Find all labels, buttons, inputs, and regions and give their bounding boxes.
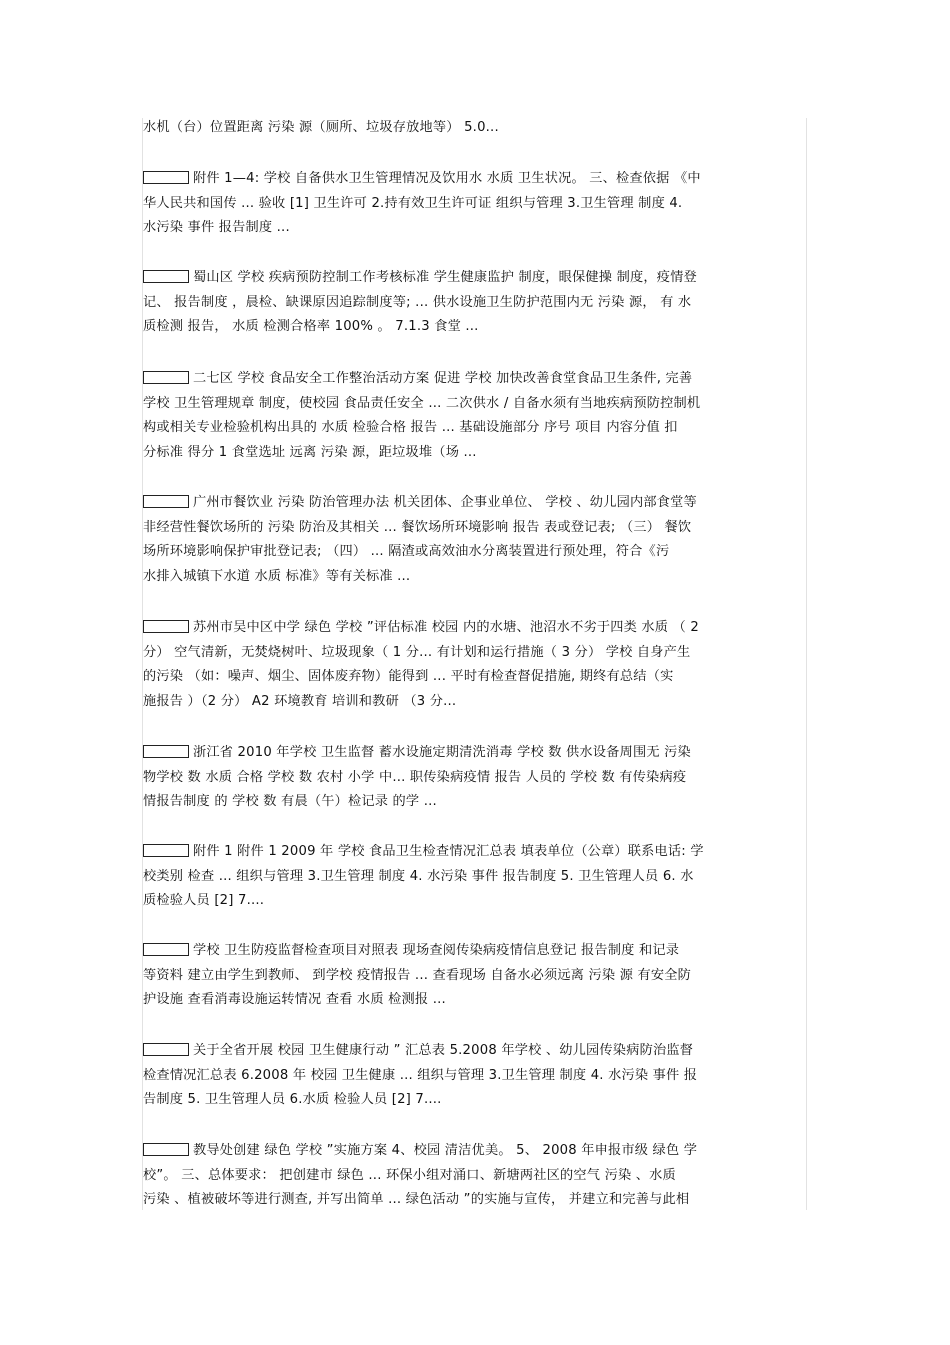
result-text-line: 校类别 检查 ... 组织与管理 3.卫生管理 制度 4. 水污染 事件 报告制度 5. 卫生管理人员 6. 水	[143, 868, 694, 884]
result-checkbox[interactable]	[143, 943, 189, 956]
search-result-7	[143, 840, 807, 914]
search-result-8	[143, 939, 807, 1013]
result-checkbox[interactable]	[143, 844, 189, 857]
result-text-line[interactable]: 附件 1—4: 学校 自备供水卫生管理情况及饮用水 水质 卫生状况。 三、检查依据 《中	[193, 171, 701, 186]
result-checkbox[interactable]	[143, 270, 189, 283]
result-text-line: 水机（台）位置距离 污染 源（厕所、垃圾存放地等） 5.0...	[143, 120, 499, 135]
search-result-1	[143, 167, 807, 241]
result-checkbox[interactable]	[143, 495, 189, 508]
search-result-6	[143, 741, 807, 815]
result-text-line[interactable]: 学校 卫生防疫监督检查项目对照表 现场查阅传染病疫情信息登记 报告制度 和记录	[193, 943, 680, 958]
result-text-line: 检查情况汇总表 6.2008 年 校园 卫生健康 ... 组织与管理 3.卫生管理 制度 4. 水污染 事件 报	[143, 1067, 698, 1083]
search-result-5	[143, 616, 807, 714]
search-result-3	[143, 367, 807, 465]
result-text-line: 物学校 数 水质 合格 学校 数 农村 小学 中... 职传染病疫情 报告 人员的 学校 数 有传染病疫	[143, 769, 687, 785]
result-text-line: 华人民共和国传 ... 验收 [1] 卫生许可 2.持有效卫生许可证 组织与管理 3.卫生管理 制度 4.	[143, 195, 683, 211]
result-text-line[interactable]: 二七区 学校 食品安全工作整治活动方案 促进 学校 加快改善食堂食品卫生条件, 完善	[193, 371, 693, 386]
result-text-line[interactable]: 关于全省开展 校园 卫生健康行动 ” 汇总表 5.2008 年学校 、幼儿园传染病防治监督	[193, 1043, 694, 1058]
result-text-line: 施报告 ）（2 分） A2 环境教育 培训和教研 （3 分...	[143, 693, 457, 709]
search-result-9	[143, 1039, 807, 1113]
result-text-line: 质检验人员 [2] 7....	[143, 893, 265, 908]
result-text-line: 情报告制度 的 学校 数 有晨（午）检记录 的学 ...	[143, 794, 437, 809]
result-checkbox[interactable]	[143, 745, 189, 758]
result-text-line: 非经营性餐饮场所的 污染 防治及其相关 ... 餐饮场所环境影响 报告 表或登记表; （三） 餐饮	[143, 519, 692, 535]
result-text-line: 水污染 事件 报告制度 ...	[143, 220, 290, 235]
result-text-line: 告制度 5. 卫生管理人员 6.水质 检验人员 [2] 7....	[143, 1092, 442, 1107]
result-text-line: 记、 报告制度 ，晨检、缺课原因追踪制度等; ... 供水设施卫生防护范围内无 污染 源， 有 水	[143, 294, 692, 310]
result-text-line: 构或相关专业检验机构出具的 水质 检验合格 报告 ... 基础设施部分 序号 项目 内容分值 扣	[143, 420, 678, 435]
result-text-line[interactable]: 教导处创建 绿色 学校 ”实施方案 4、校园 清洁优美。 5、 2008 年申报市级 绿色 学	[193, 1143, 698, 1158]
result-text-line[interactable]: 苏州市吴中区中学 绿色 学校 ”评估标准 校园 内的水塘、池沼水不劣于四类 水质 （ 2	[193, 620, 699, 635]
result-text-line: 场所环境影响保护审批登记表; （四） ... 隔渣或高效油水分离装置进行预处理，符合《污	[143, 544, 670, 559]
search-result-0	[143, 116, 807, 141]
result-text-line: 的污染 （如：噪声、烟尘、固体废弃物）能得到 ... 平时有检查督促措施, 期终有总结（实	[143, 669, 674, 684]
result-text-line: 等资料 建立由学生到教师、 到学校 疫情报告 ... 查看现场 自备水必须远离 污染 源 有安全防	[143, 967, 692, 983]
result-text-line[interactable]: 广州市餐饮业 污染 防治管理办法 机关团体、企事业单位、 学校 、幼儿园内部食堂等	[193, 495, 697, 510]
result-checkbox[interactable]	[143, 1143, 189, 1156]
result-text-line: 质检测 报告， 水质 检测合格率 100% 。 7.1.3 食堂 ...	[143, 319, 479, 334]
result-checkbox[interactable]	[143, 1043, 189, 1056]
result-text-line[interactable]: 蜀山区 学校 疾病预防控制工作考核标准 学生健康监护 制度，眼保健操 制度，疫情登	[193, 270, 697, 285]
result-text-line: 校”。 三、总体要求： 把创建市 绿色 ... 环保小组对涌口、新塘两社区的空气 污染 、水质	[143, 1167, 676, 1183]
document-page	[143, 0, 807, 1345]
result-text-line[interactable]: 附件 1 附件 1 2009 年 学校 食品卫生检查情况汇总表 填表单位（公章）联系电话: 学	[193, 844, 704, 859]
result-text-line: 学校 卫生管理规章 制度，使校园 食品责任安全 ... 二次供水 / 自备水须有当地疾病预防控制机	[143, 395, 701, 411]
result-text-line: 水排入城镇下水道 水质 标准》等有关标准 ...	[143, 568, 411, 584]
search-result-10	[143, 1139, 807, 1213]
result-text-line: 分） 空气清新，无焚烧树叶、垃圾现象（ 1 分... 有计划和运行措施（ 3 分） 学校 自身产生	[143, 644, 691, 660]
result-text-line: 污染 、植被破坏等进行测查, 并写出简单 ... 绿色活动 ”的实施与宣传， 并建立和完善与此相	[143, 1192, 690, 1207]
search-result-4	[143, 491, 807, 589]
result-text-line: 分标准 得分 1 食堂选址 远离 污染 源，距垃圾堆（场 ...	[143, 444, 477, 460]
result-text-line: 护设施 查看消毒设施运转情况 查看 水质 检测报 ...	[143, 992, 446, 1007]
search-result-2	[143, 266, 807, 340]
result-checkbox[interactable]	[143, 371, 189, 384]
result-checkbox[interactable]	[143, 171, 189, 184]
result-checkbox[interactable]	[143, 620, 189, 633]
result-text-line[interactable]: 浙江省 2010 年学校 卫生监督 蓄水设施定期清洗消毒 学校 数 供水设备周围无 污染	[193, 745, 691, 760]
